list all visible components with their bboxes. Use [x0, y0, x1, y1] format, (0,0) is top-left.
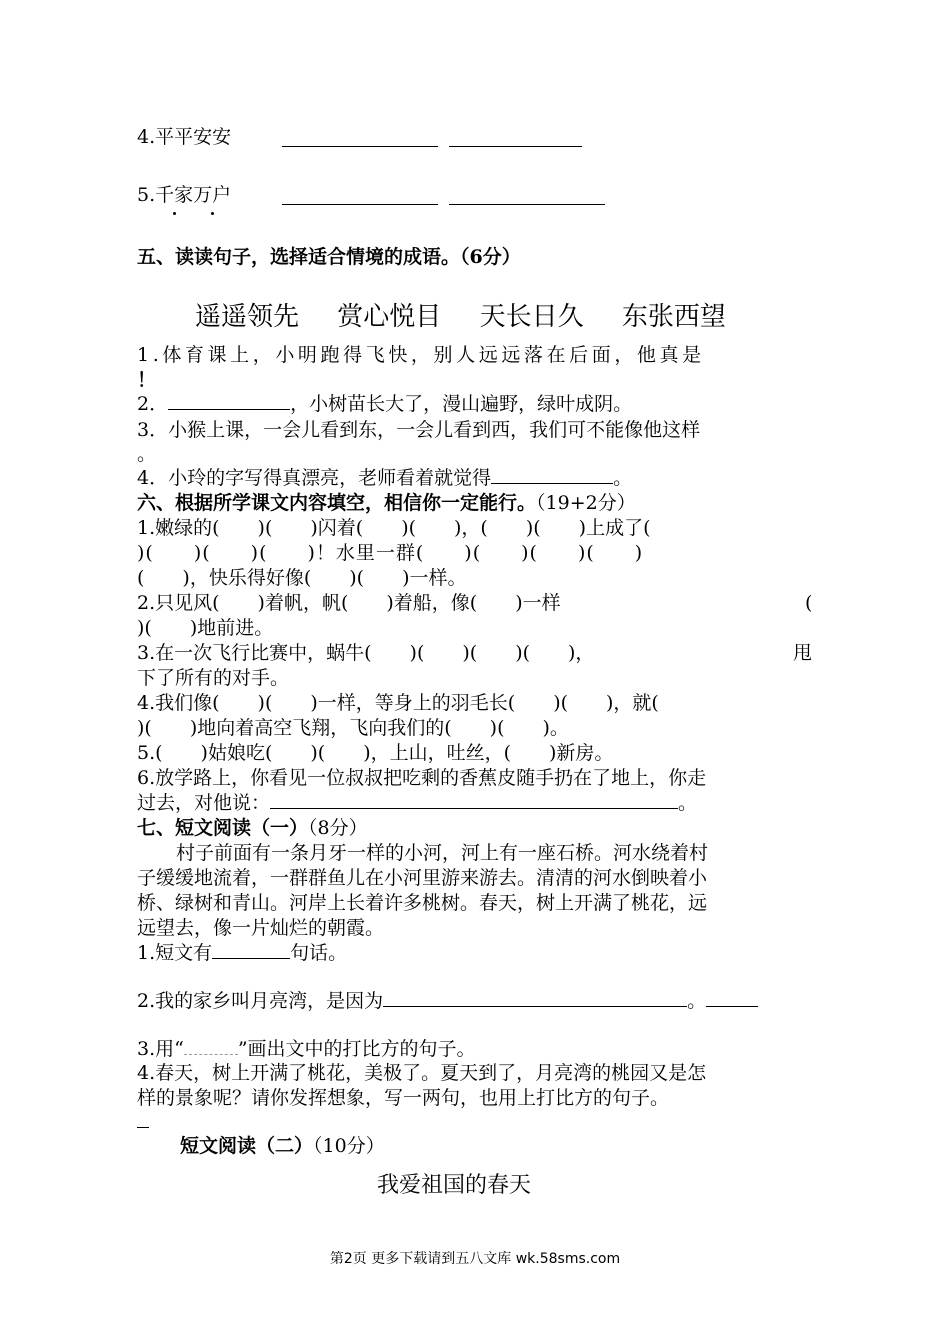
section7-heading-line [137, 815, 368, 841]
s7-q3-end: ”画出文中的打比方的句子。 [237, 1038, 476, 1060]
s7-q4-line1: 4.春天，树上开满了桃花，美极了。夏天到了，月亮湾的桃园又是怎 [137, 1062, 707, 1084]
blank-4a [282, 146, 438, 147]
blank-5b [449, 204, 605, 205]
idiom-bank [195, 300, 756, 334]
blank-4b [449, 146, 582, 147]
s5-q3-line1: 3．小猴上课，一会儿看到东，一会儿看到西，我们可不能像他这样 [137, 419, 701, 441]
s7-q1-blank [212, 940, 290, 959]
idiom-3: 天长日久 [479, 302, 584, 332]
s6-line-1: 1.嫩绿的( )( )闪着( )( )，( )( )上成了( [137, 517, 651, 539]
s7-q2-blank [383, 988, 687, 1007]
s6-q6-end: 。 [678, 792, 698, 814]
section7-score: （8分） [308, 817, 368, 839]
idiom-1: 遥遥领先 [195, 302, 300, 332]
s5-q2 [137, 391, 632, 417]
emphasis-dot [211, 212, 214, 215]
passage-line-1: 村子前面有一条月牙一样的小河，河上有一座石桥。河水绕着村 [176, 842, 709, 864]
passage-title: 我爱祖国的春天 [376, 1173, 531, 1198]
s5-q2-blank [168, 391, 290, 410]
s7-q2-text: 2.我的家乡叫月亮湾，是因为 [137, 990, 384, 1012]
s5-q3-line2: 。 [137, 443, 157, 465]
s7-q4-line2: 样的景象呢？请你发挥想象，写一两句，也用上打比方的句子。 [137, 1087, 670, 1109]
section5-heading: 五、读读句子，选择适合情境的成语。（6分） [137, 246, 521, 268]
s5-q4 [137, 465, 632, 491]
s5-q4-text: 4．小玲的字写得真漂亮，老师看着就觉得 [137, 467, 492, 489]
section7-heading: 七、短文阅读（一） [137, 817, 309, 839]
s7-q1-text: 1.短文有 [137, 942, 213, 964]
s6-line-10: 5.( )姑娘吃( )( )，上山，吐丝，( )新房。 [137, 742, 614, 764]
blank-5a [282, 204, 438, 205]
s6-q6-text: 过去，对他说： [137, 792, 271, 814]
section8-heading-line [180, 1133, 385, 1159]
idiom-2: 赏心悦目 [337, 302, 442, 332]
s7-q1 [137, 940, 347, 966]
passage-line-4: 远望去，像一片灿烂的朝霞。 [137, 917, 385, 939]
section8-heading: 短文阅读（二） [180, 1135, 314, 1157]
section8-score: （10分） [313, 1135, 385, 1157]
s5-q2-number: 2． [137, 393, 169, 415]
s5-q1-line1: 1.体育课上，小明跑得飞快，别人远远落在后面，他真是 [137, 344, 705, 366]
s7-q1-end: 句话。 [290, 942, 348, 964]
passage-line-3: 桥、绿树和青山。河岸上长着许多桃树。春天，树上开满了桃花，远 [137, 892, 708, 914]
word-item-5: 5.千家万户 [137, 184, 232, 206]
section6-heading: 六、根据所学课文内容填空，相信你一定能行。 [137, 492, 537, 514]
s5-q2-text: ，小树苗长大了，漫山遍野，绿叶成阴。 [290, 393, 633, 415]
page-footer: 第2页 更多下载请到五八文库 wk.58sms.com [329, 1251, 621, 1267]
s6-line-5: )( )地前进。 [137, 617, 274, 639]
word-item-4: 4.平平安安 [137, 126, 232, 148]
s7-q3-text: 3.用“ [137, 1038, 184, 1060]
idiom-4: 东张西望 [621, 302, 726, 332]
s6-line-4: 2.只见风( )着帆，帆( )着船，像( )一样 [137, 592, 561, 614]
wavy-line-sample [184, 1038, 238, 1055]
s7-q2 [137, 988, 758, 1014]
passage-line-2: 子缓缓地流着，一群群鱼儿在小河里游来游去。清清的河水倒映着小 [137, 867, 708, 889]
s6-line-9: )( )地向着高空飞翔，飞向我们的( )( )。 [137, 717, 569, 739]
answer-dash [137, 1127, 149, 1128]
s6-q6-blank [270, 790, 678, 809]
s6-line-7: 下了所有的对手。 [137, 667, 290, 689]
s7-q2-blank-tail [706, 988, 758, 1007]
s5-q4-blank [491, 465, 613, 484]
s7-q3 [137, 1036, 476, 1062]
s7-q2-end: 。 [687, 990, 707, 1012]
s5-q1-line2: ！ [137, 369, 157, 391]
s6-line-6: 3.在一次飞行比赛中，蜗牛( )( )( )( )， [137, 642, 595, 664]
s6-line-8: 4.我们像( )( )一样，等身上的羽毛长( )( )，就( [137, 692, 659, 714]
section6-heading-line [137, 490, 636, 516]
s6-line-2: )( )( )( )！水里一群( )( )( )( ) [137, 542, 644, 564]
s6-line-6-tail: 甩 [793, 642, 813, 664]
s6-line-3: ( )，快乐得好像( )( )一样。 [137, 567, 467, 589]
emphasis-dot [173, 212, 176, 215]
s6-line-4-tail: ( [805, 592, 813, 614]
section6-score: （19+2分） [536, 492, 636, 514]
s6-line-11: 6.放学路上，你看见一位叔叔把吃剩的香蕉皮随手扔在了地上，你走 [137, 767, 707, 789]
s6-line-12 [137, 790, 697, 816]
s5-q4-end: 。 [613, 467, 633, 489]
